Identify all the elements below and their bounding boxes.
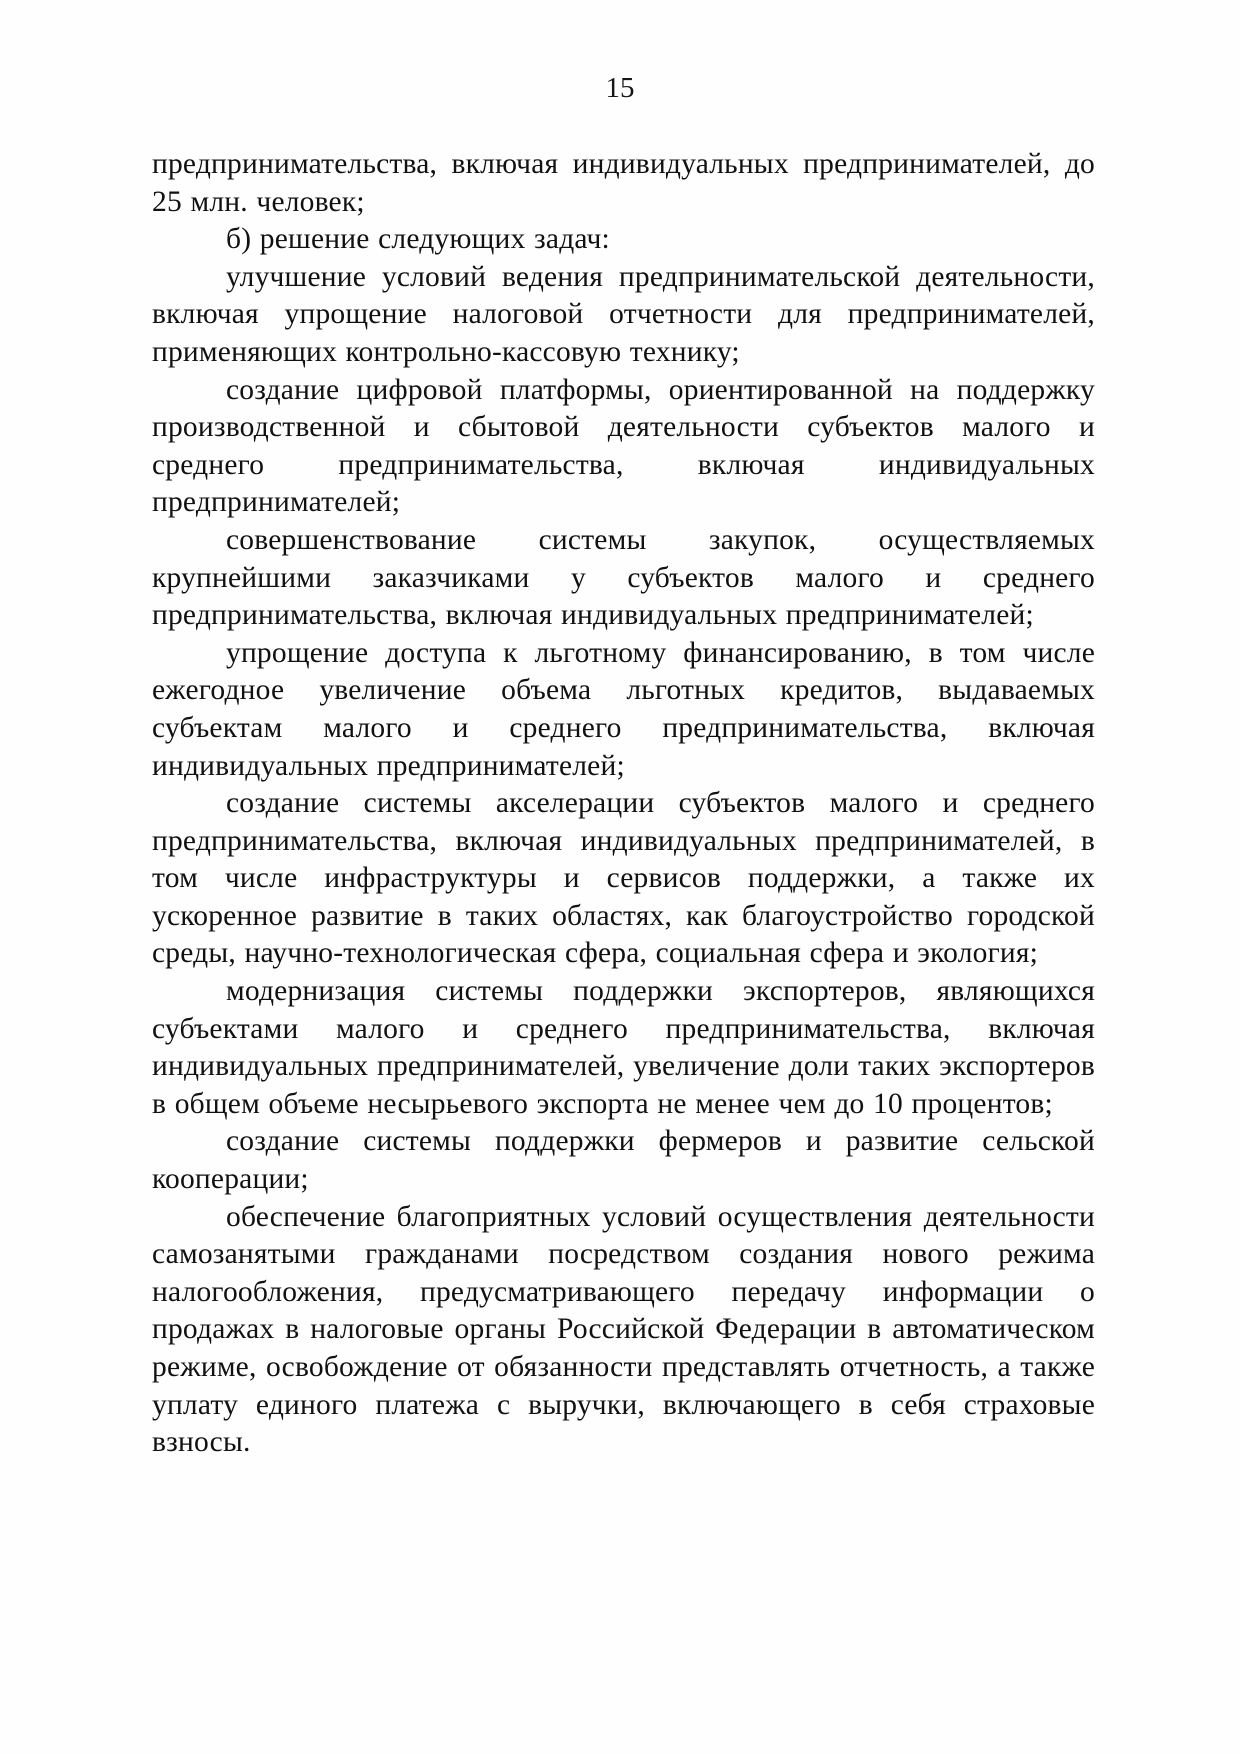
paragraph-task-conditions: улучшение условий ведения предпринимательской деятельности, включая упрощение налоговой отчетности для предпринимателей, применяющих контрольно-кассовую технику; bbox=[152, 260, 1095, 368]
paragraph-task-self-employed: обеспечение благоприятных условий осуществления деятельности самозанятыми гражданами посредством создания нового режима налогообложения, предусматривающего передачу информации о продажах в налоговые органы Российской Федерации в автоматическом режиме, освобождение от обязанности представлять отчетность, а также уплату единого платежа с выручки, включающего в себя страховые взносы. bbox=[152, 1200, 1095, 1459]
page-number: 15 bbox=[605, 72, 635, 104]
paragraph-task-digital-platform: создание цифровой платформы, ориентированной на поддержку производственной и сбытовой деятельности субъектов малого и среднего предпринимательства, включая индивидуальных предпринимателей; bbox=[152, 373, 1095, 519]
document-body bbox=[152, 146, 1095, 1462]
paragraph-task-farmers: создание системы поддержки фермеров и развитие сельской кооперации; bbox=[152, 1125, 1095, 1196]
paragraph-task-acceleration: создание системы акселерации субъектов малого и среднего предпринимательства, включая индивидуальных предпринимателей, в том числе инфраструктуры и сервисов поддержки, а также их ускоренное развитие в таких областях, как благоустройство городской среды, научно-технологическая сфера, социальная сфера и экология; bbox=[152, 787, 1095, 970]
paragraph-task-procurement: совершенствование системы закупок, осуществляемых крупнейшими заказчиками у субъектов малого и среднего предпринимательства, включая индивидуальных предпринимателей; bbox=[152, 523, 1095, 632]
paragraph-item-b: б) решение следующих задач: bbox=[226, 223, 610, 256]
paragraph-task-financing: упрощение доступа к льготному финансированию, в том числе ежегодное увеличение объема льготных кредитов, выдаваемых субъектам малого и среднего предпринимательства, включая индивидуальных предпринимателей; bbox=[152, 636, 1095, 782]
paragraph-task-exporters: модернизация системы поддержки экспортеров, являющихся субъектами малого и среднего предпринимательства, включая индивидуальных предпринимателей, увеличение доли таких экспортеров в общем объеме несырьевого экспорта не менее чем до 10 процентов; bbox=[152, 975, 1095, 1120]
paragraph-continuation: предпринимательства, включая индивидуальных предпринимателей, до 25 млн. человек; bbox=[152, 148, 1095, 218]
